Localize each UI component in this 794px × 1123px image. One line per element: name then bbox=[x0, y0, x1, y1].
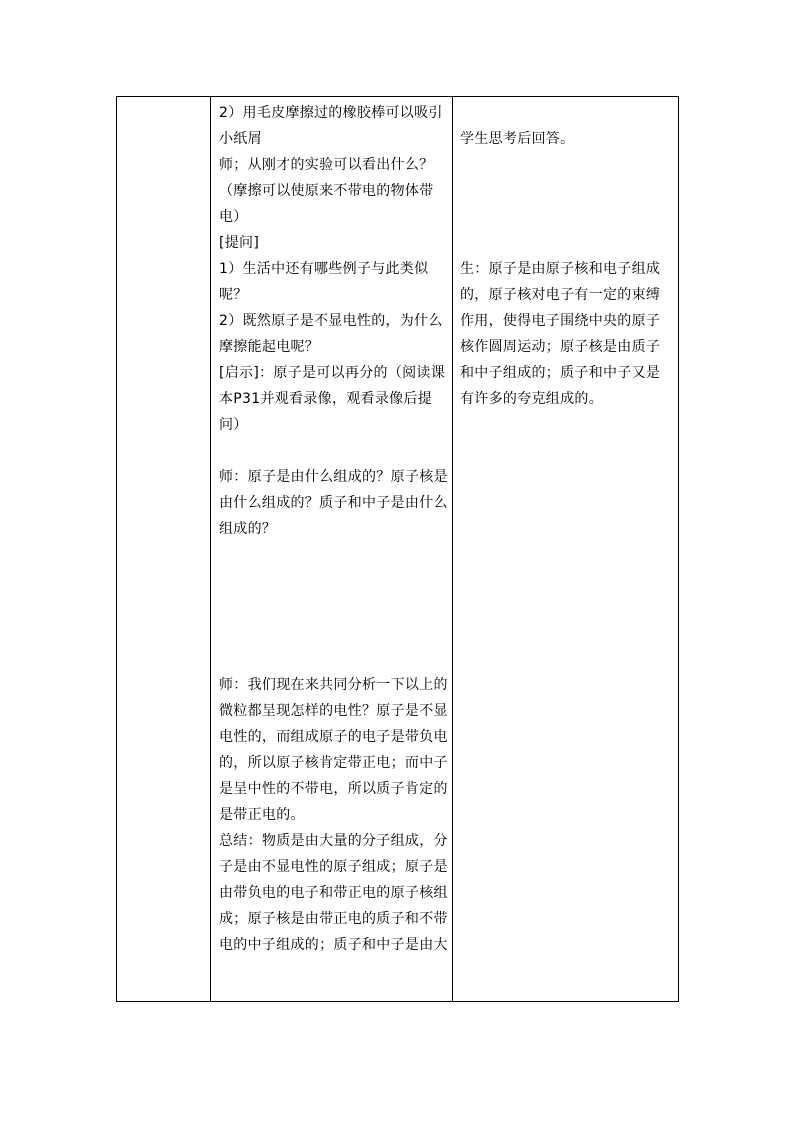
student-activity-cell bbox=[453, 97, 679, 1002]
teacher-text-6: [启示]：原子是可以再分的（阅读课本P31并观看录像，观看录像后提问） bbox=[219, 365, 446, 433]
teacher-analysis: 师：我们现在来共同分析一下以上的微粒都呈现怎样的电性？原子是不显电性的，而组成原子的电子是带负电的，所以原子核肯定带正电；而中子是呈中性的不带电，所以质子肯定的是带正电的。 bbox=[219, 677, 448, 823]
teacher-question: 师：原子是由什么组成的？原子核是由什么组成的？质子和中子是由什么组成的？ bbox=[219, 469, 448, 537]
teacher-summary: 总结：物质是由大量的分子组成，分子是由不显电性的原子组成；原子是由带负电的电子和带正电的原子核组成；原子核是由带正电的质子和不带电的中子组成的；质子和中子是由大 bbox=[219, 833, 448, 953]
teacher-text-3: [提问] bbox=[219, 235, 260, 251]
student-answer-2: 生：原子是由原子核和电子组成的，原子核对电子有一定的束缚作用，使得电子围绕中央的原子核作圆周运动；原子核是由质子和中子组成的；质子和中子又是有许多的夸克组成的。 bbox=[460, 261, 661, 407]
stage-cell bbox=[117, 97, 211, 1002]
teacher-text-1: 2）用毛皮摩擦过的橡胶棒可以吸引小纸屑 bbox=[219, 105, 443, 147]
teacher-text-4: 1）生活中还有哪些例子与此类似呢？ bbox=[219, 261, 429, 303]
table-row bbox=[117, 97, 679, 1002]
teacher-text-5: 2）既然原子是不显电性的，为什么摩擦能起电呢？ bbox=[219, 313, 443, 355]
teacher-text-2: 师；从刚才的实验可以看出什么？（摩擦可以使原来不带电的物体带电） bbox=[219, 157, 434, 225]
student-answer-1: 学生思考后回答。 bbox=[460, 131, 575, 147]
lesson-plan-table bbox=[116, 96, 679, 1002]
teacher-activity-cell bbox=[211, 97, 453, 1002]
